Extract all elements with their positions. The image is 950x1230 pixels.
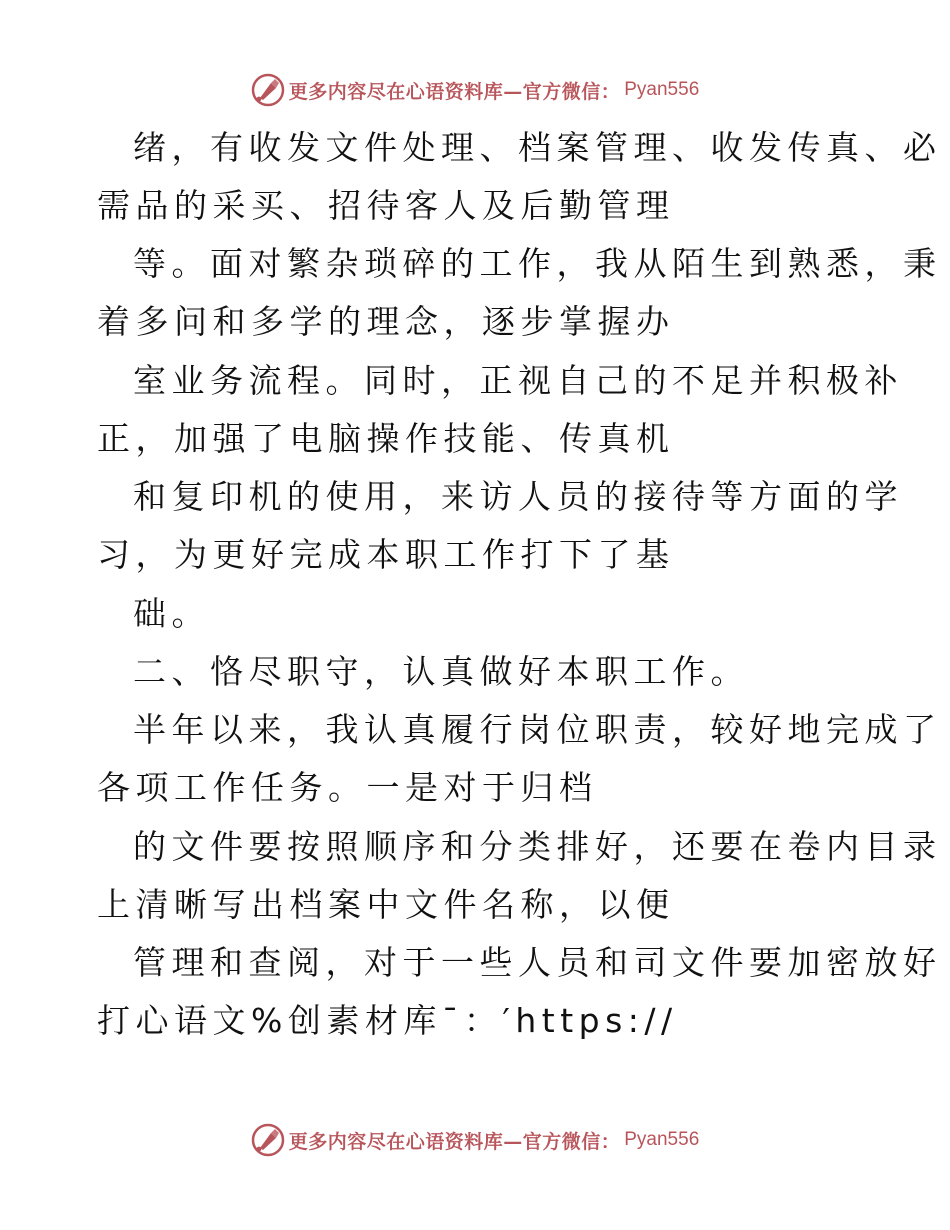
footer-watermark: [0, 1120, 950, 1160]
text-line: 各项工作任务。一是对于归档: [97, 768, 598, 807]
watermark-text: 更多内容尽在心语资料库—官方微信：: [288, 1130, 621, 1153]
text-line: 习，为更好完成本职工作打下了基: [97, 535, 675, 574]
text-line: 础。: [133, 594, 210, 633]
text-line: 和复印机的使用，来访人员的接待等方面的学: [133, 477, 903, 516]
section-heading: 二、恪尽职守，认真做好本职工作。: [133, 652, 749, 691]
text-line: 着多问和多学的理念，逐步掌握办: [97, 302, 675, 341]
text-line: 需品的采买、招待客人及后勤管理: [97, 186, 675, 225]
watermark-text: 更多内容尽在心语资料库—官方微信：: [288, 80, 621, 103]
text-line: 上清晰写出档案中文件名称，以便: [97, 885, 675, 924]
text-line: 打心语文%创素材库¯：′https://: [97, 1001, 678, 1040]
text-line: 绪，有收发文件处理、档案管理、收发传真、必: [133, 128, 942, 167]
watermark-wechat-id: Pyan556: [624, 79, 700, 100]
text-line: 等。面对繁杂琐碎的工作，我从陌生到熟悉，秉: [133, 244, 942, 283]
text-line: 室业务流程。同时，正视自己的不足并积极补: [133, 361, 903, 400]
text-line: 的文件要按照顺序和分类排好，还要在卷内目录: [133, 827, 942, 866]
text-line: 正，加强了电脑操作技能、传真机: [97, 419, 675, 458]
text-line: 半年以来，我认真履行岗位职责，较好地完成了: [133, 710, 942, 749]
header-watermark: [0, 70, 950, 110]
watermark-wechat-id: Pyan556: [624, 1129, 700, 1150]
pen-nib-icon: [251, 1123, 285, 1157]
pen-nib-icon: [251, 73, 285, 107]
text-line: 管理和查阅，对于一些人员和司文件要加密放好: [133, 943, 942, 982]
